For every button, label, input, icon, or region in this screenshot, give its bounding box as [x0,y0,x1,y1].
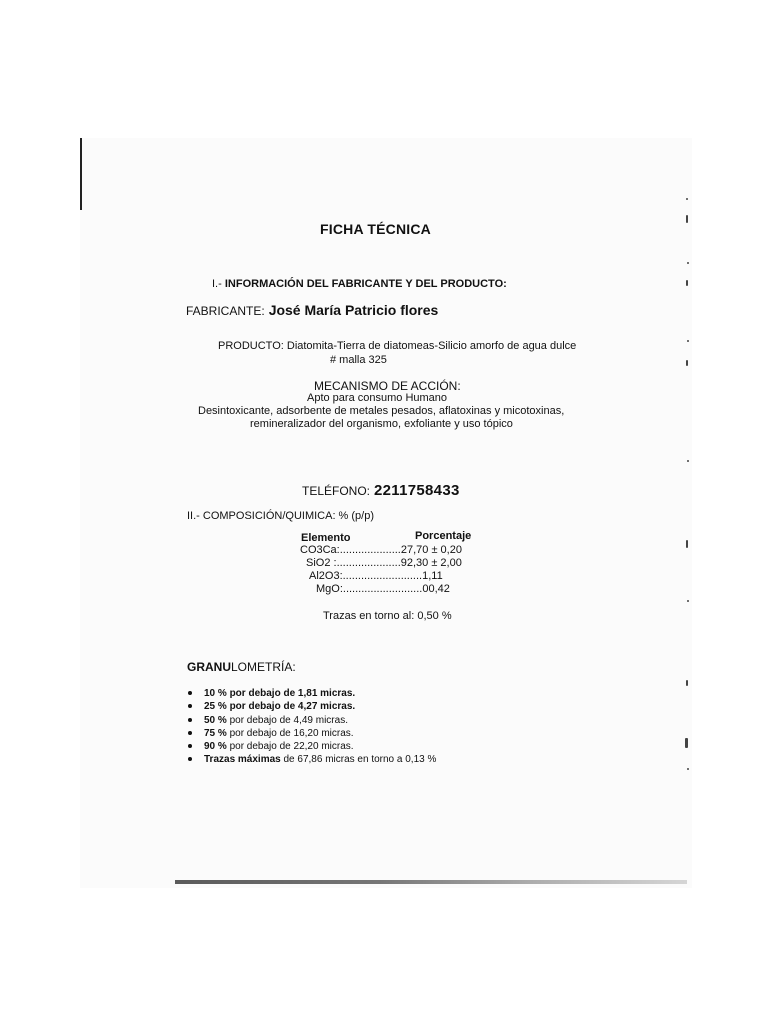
scan-speck [686,280,688,286]
list-item [188,754,436,765]
list-item [188,728,354,739]
scan-speck [686,198,688,200]
bullet-icon [188,718,192,722]
composition-row: SiO2 :.....................92,30 ± 2,00 [306,557,462,569]
scan-speck [687,600,689,602]
section-2-heading: II.- COMPOSICIÓN/QUIMICA: % (p/p) [187,510,375,522]
list-item [188,715,348,726]
page-edge-line [80,138,82,210]
section-1-prefix: I.- [212,278,225,290]
column-header-porcentaje: Porcentaje [415,530,472,542]
list-item [188,741,354,752]
scan-speck [685,738,688,748]
producto-label: PRODUCTO: [218,340,284,352]
composition-row: Al2O3:..........................1,11 [309,570,443,582]
scan-speck [687,340,689,342]
list-item-bold: 90 % [204,741,227,752]
telefono-line [302,482,460,499]
fabricante-label: FABRICANTE: [186,304,265,318]
bullet-icon [188,704,192,708]
composition-row: MgO:..........................00,42 [316,583,450,595]
telefono-label: TELÉFONO: [302,484,371,498]
composition-row: CO3Ca:....................27,70 ± 0,20 [300,544,462,556]
producto-malla: # malla 325 [330,354,387,366]
scan-speck [687,768,689,770]
list-item-text: de 67,86 micras en torno a 0,13 % [280,754,437,765]
list-item-text: por debajo de 16,20 micras. [226,728,354,739]
mecanismo-line-2: Desintoxicante, adsorbente de metales pesados, aflatoxinas y micotoxinas, [198,405,565,417]
list-item-bold: 50 % [204,715,227,726]
mecanismo-line-3: remineralizador del organismo, exfoliante y uso tópico [250,418,513,430]
producto-line [218,340,576,352]
mecanismo-line-1: Apto para consumo Humano [307,392,448,404]
list-item-bold: 75 % [204,728,227,739]
granulometria-heading-bold: GRANU [187,660,231,674]
list-item-bold: 10 % por debajo de 1,81 micras. [204,688,356,699]
section-1-heading [212,278,507,290]
scan-speck [687,262,689,264]
section-1-title: INFORMACIÓN DEL FABRICANTE Y DEL PRODUCTO: [224,278,507,290]
scan-speck [687,460,689,462]
producto-value: Diatomita-Tierra de diatomeas-Silicio amorfo de agua dulce [286,340,577,352]
list-item-bold: 25 % por debajo de 4,27 micras. [204,701,356,712]
scan-speck [686,680,688,686]
bullet-icon [188,744,192,748]
granulometria-heading [187,660,296,674]
scan-speck [686,360,688,366]
page-title: FICHA TÉCNICA [320,221,431,237]
granulometria-heading-rest: LOMETRÍA: [231,660,296,674]
fabricante-value: José María Patricio flores [268,302,439,318]
bullet-icon [188,691,192,695]
document-page [80,138,692,888]
mecanismo-heading: MECANISMO DE ACCIÓN: [314,379,461,393]
telefono-value: 2211758433 [374,482,460,499]
scan-shadow [175,880,687,884]
column-header-elemento: Elemento [301,532,351,544]
bullet-icon [188,731,192,735]
list-item [188,701,355,712]
scan-speck [686,540,688,548]
list-item [188,688,355,699]
list-item-text: por debajo de 22,20 micras. [226,741,354,752]
list-item-text: por debajo de 4,49 micras. [226,715,348,726]
scan-speck [686,215,688,223]
fabricante-line [186,302,438,318]
list-item-bold: Trazas máximas [204,754,281,765]
bullet-icon [188,757,192,761]
trazas-note: Trazas en torno al: 0,50 % [323,610,452,622]
